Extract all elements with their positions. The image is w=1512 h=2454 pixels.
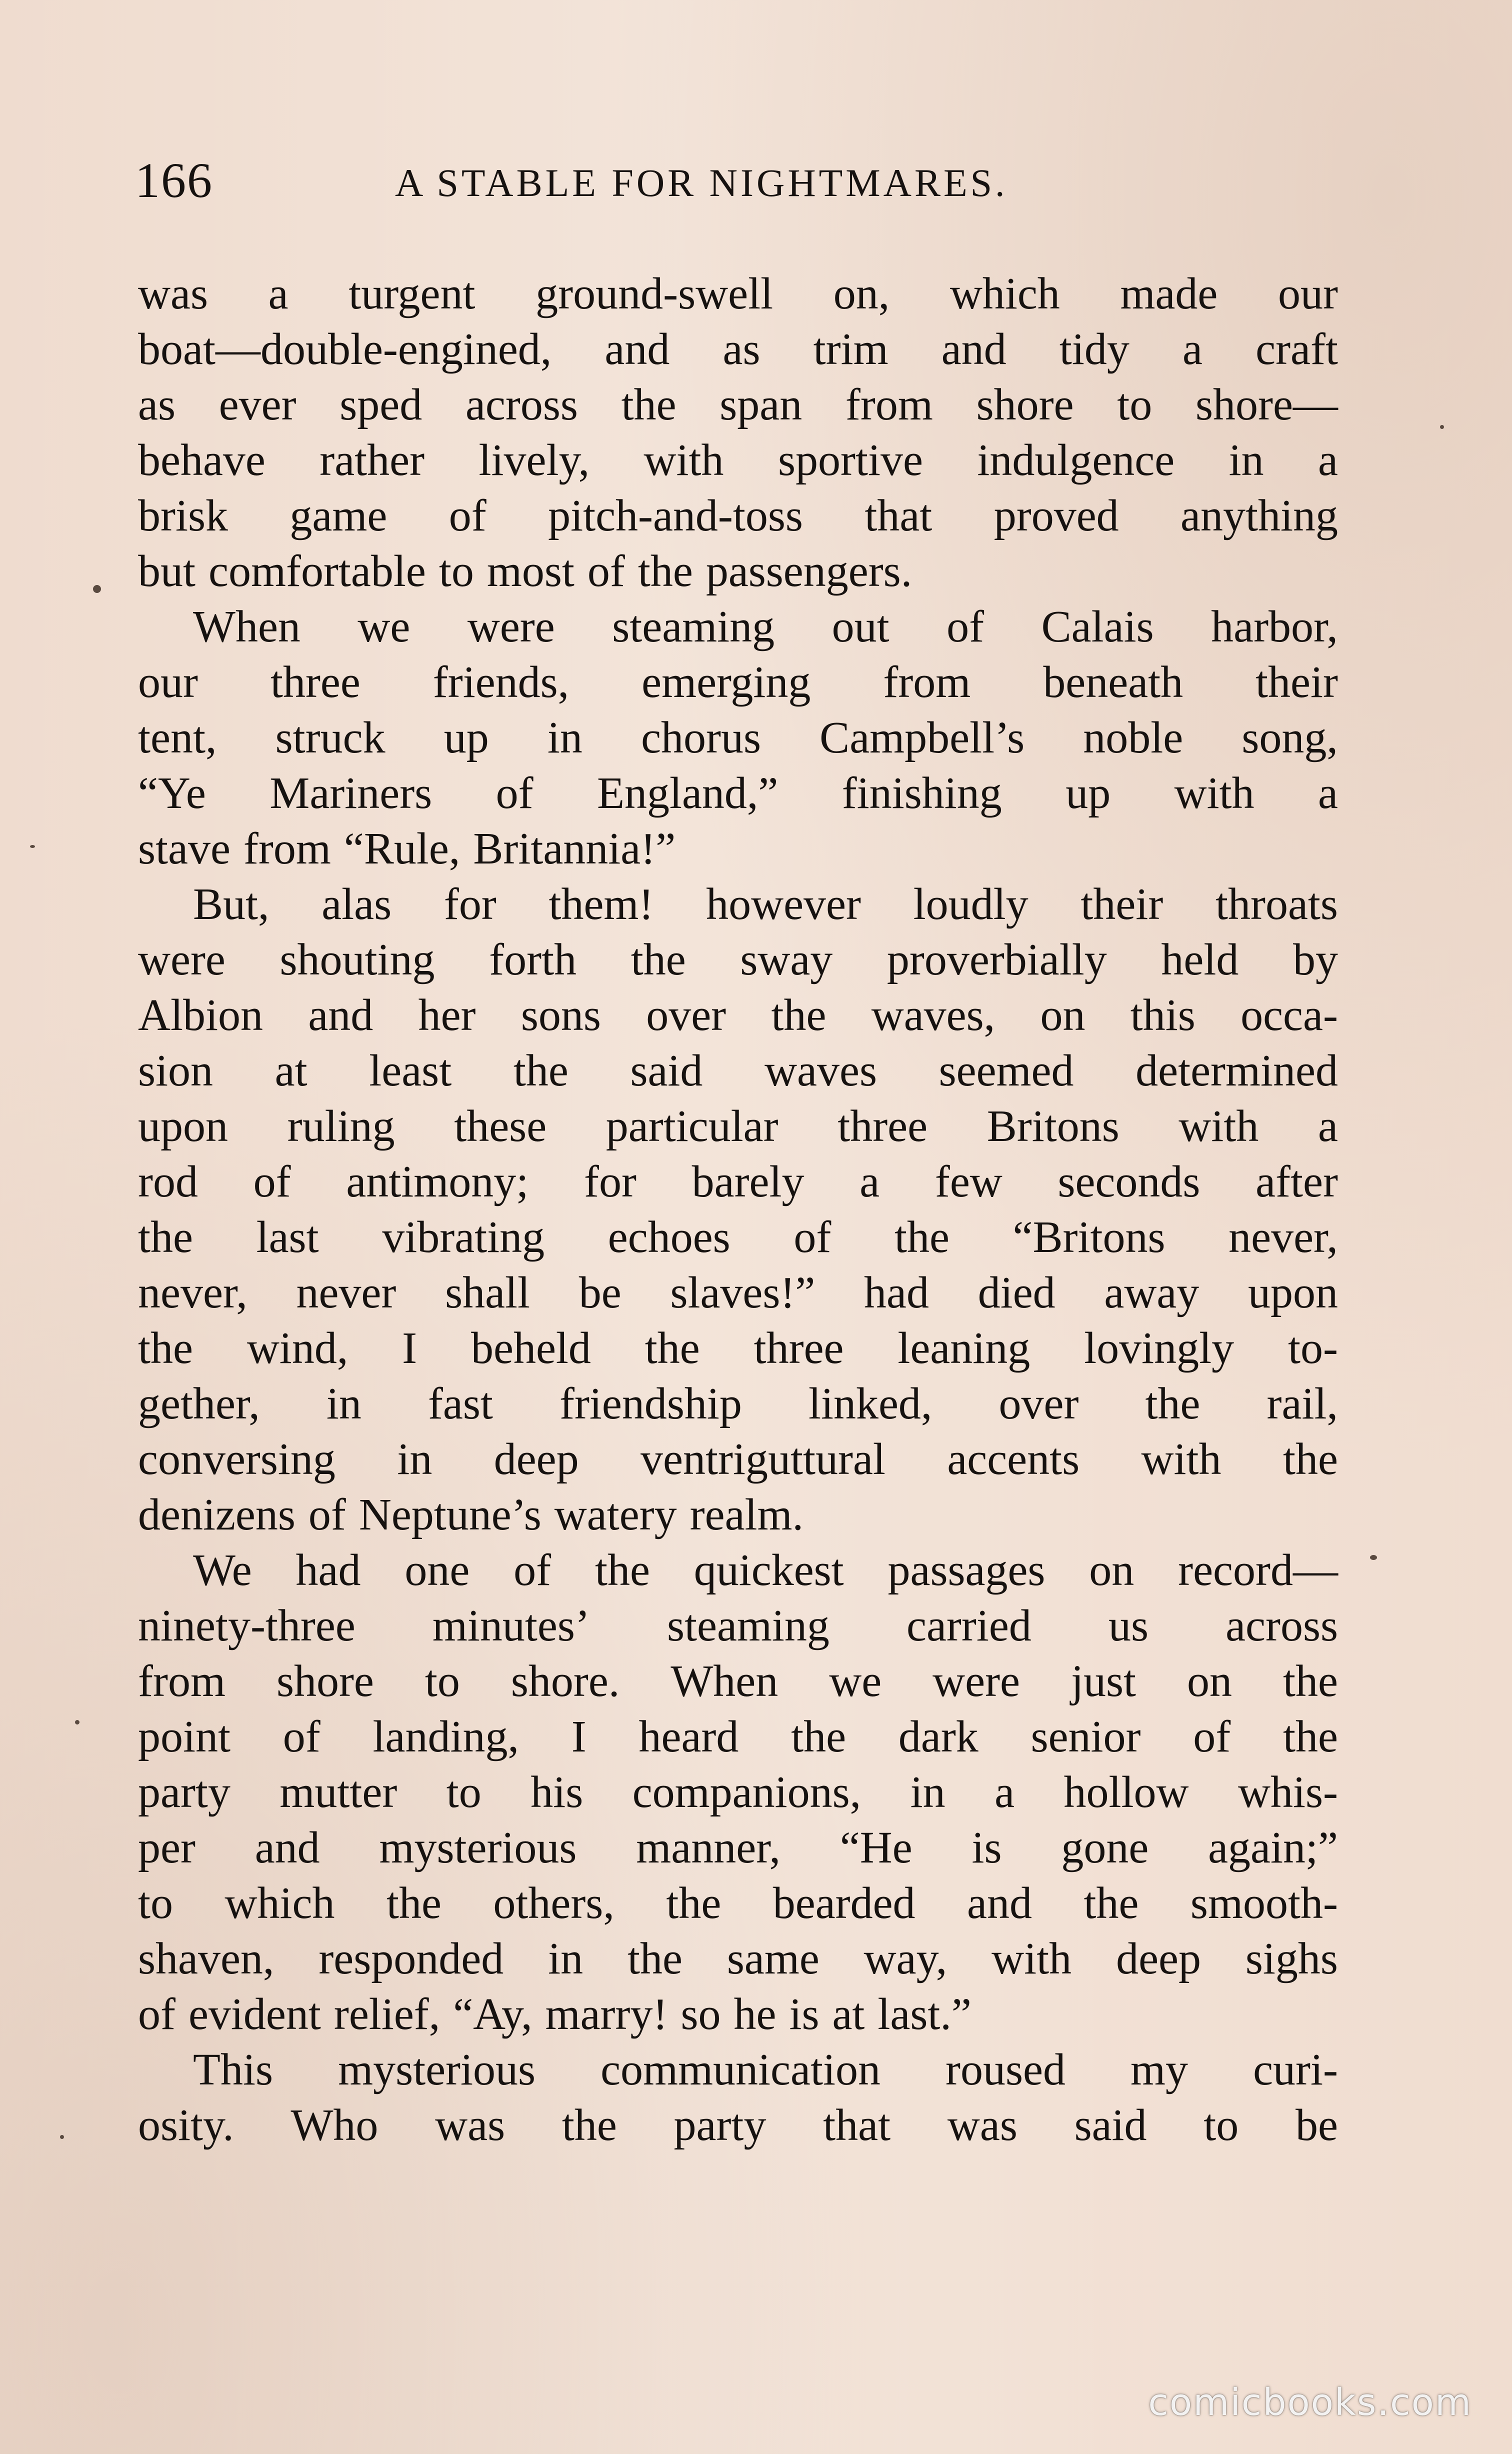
text-line: were shouting forth the sway proverbially held by: [138, 935, 1338, 984]
text-line: rod of antimony; for barely a few seconds after: [138, 1157, 1338, 1206]
watermark: comicbooks.com: [1148, 2381, 1472, 2424]
text-line: boat—double-engined, and as trim and tidy a craft: [138, 324, 1338, 374]
text-line: as ever sped across the span from shore to shore—: [138, 380, 1338, 430]
paper-speck: [60, 2135, 64, 2139]
paper-speck: [1440, 425, 1444, 429]
text-line: to which the others, the bearded and the smooth-: [138, 1878, 1338, 1928]
page-number: 166: [135, 152, 213, 208]
text-line: the wind, I beheld the three leaning lovingly to-: [138, 1324, 1338, 1373]
text-line: “Ye Mariners of England,” finishing up with a: [138, 768, 1338, 818]
running-head: [135, 148, 1085, 213]
text-line: upon ruling these particular three Britons with a: [138, 1102, 1338, 1151]
text-line: ninety-three minutes’ steaming carried us across: [138, 1601, 1338, 1650]
text-line: osity. Who was the party that was said to be: [138, 2100, 1338, 2150]
body-text: [138, 266, 1338, 2153]
text-line: from shore to shore. When we were just on the: [138, 1656, 1338, 1706]
paper-speck: [93, 585, 101, 593]
text-line: brisk game of pitch-and-toss that proved anything: [138, 491, 1338, 540]
text-line: per and mysterious manner, “He is gone again;”: [138, 1823, 1338, 1872]
text-line: of evident relief, “Ay, marry! so he is at last.”: [138, 1990, 972, 2039]
text-line: tent, struck up in chorus Campbell’s noble song,: [138, 713, 1338, 762]
text-line: was a turgent ground-swell on, which made our: [138, 269, 1338, 318]
text-line: Albion and her sons over the waves, on this occa-: [138, 990, 1338, 1040]
text-line: party mutter to his companions, in a hollow whis-: [138, 1768, 1338, 1817]
text-line: behave rather lively, with sportive indulgence in a: [138, 436, 1338, 485]
text-line: When we were steaming out of Calais harbor,: [193, 602, 1338, 652]
paper-speck: [30, 845, 35, 848]
text-line: This mysterious communication roused my curi-: [193, 2045, 1338, 2094]
text-line: We had one of the quickest passages on record—: [193, 1546, 1338, 1595]
paper-speck: [75, 1720, 80, 1724]
paper-speck: [1370, 1555, 1377, 1560]
text-line: the last vibrating echoes of the “Britons never,: [138, 1212, 1338, 1262]
text-line: sion at least the said waves seemed determined: [138, 1046, 1338, 1096]
text-line: shaven, responded in the same way, with deep sighs: [138, 1934, 1338, 1984]
text-line: but comfortable to most of the passengers.: [138, 546, 912, 596]
text-line: gether, in fast friendship linked, over the rail,: [138, 1379, 1338, 1428]
text-line: denizens of Neptune’s watery realm.: [138, 1490, 804, 1540]
text-line: our three friends, emerging from beneath their: [138, 658, 1338, 707]
text-line: point of landing, I heard the dark senior of the: [138, 1712, 1338, 1762]
text-line: stave from “Rule, Britannia!”: [138, 824, 676, 874]
text-line: But, alas for them! however loudly their throats: [193, 880, 1338, 929]
running-title: A STABLE FOR NIGHTMARES.: [395, 161, 1008, 204]
text-line: conversing in deep ventriguttural accents with the: [138, 1434, 1338, 1484]
text-line: never, never shall be slaves!” had died away upon: [138, 1268, 1338, 1318]
